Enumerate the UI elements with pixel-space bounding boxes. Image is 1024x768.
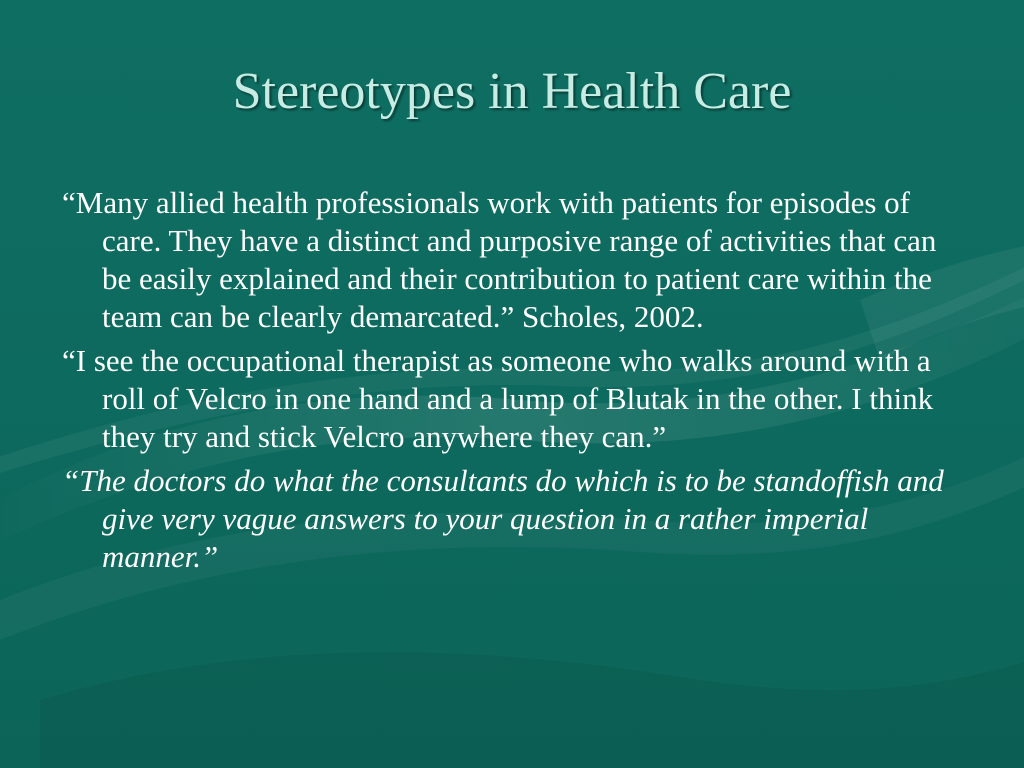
quote-paragraph-2: “I see the occupational therapist as someone who walks around with a roll of Velcro in one hand and a lump of Blutak in the other. I think they try and stick Velcro anywhere they can.”: [62, 343, 934, 454]
quote-paragraph-3: “The doctors do what the consultants do which is to be standoffish and give very vague answers to your question in a rather imperial manner.”: [62, 463, 944, 574]
slide-body: [62, 184, 962, 582]
quote-paragraph-1: “Many allied health professionals work with patients for episodes of care. They have a distinct and purposive range of activities that can be easily explained and their contribution to patient care within the team can be clearly demarcated.” Scholes, 2002.: [62, 185, 937, 334]
slide-title: Stereotypes in Health Care: [232, 63, 792, 120]
